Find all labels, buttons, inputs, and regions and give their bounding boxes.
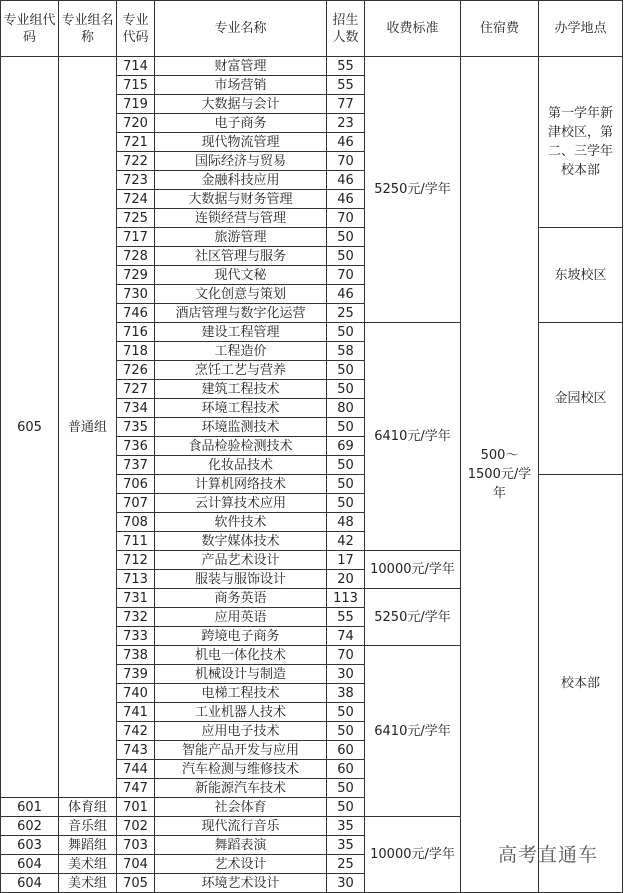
enrollment-cell: 17 bbox=[327, 551, 365, 570]
location-cell: 第一学年新津校区，第二、三学年校本部 bbox=[539, 57, 623, 228]
major-name-cell: 现代物流管理 bbox=[155, 133, 327, 152]
major-name-cell: 计算机网络技术 bbox=[155, 475, 327, 494]
tuition-cell: 6410元/学年 bbox=[365, 323, 461, 551]
enrollment-cell: 50 bbox=[327, 323, 365, 342]
major-code-cell: 727 bbox=[117, 380, 155, 399]
major-code-cell: 738 bbox=[117, 646, 155, 665]
major-code-cell: 747 bbox=[117, 779, 155, 798]
group-name-cell: 体育组 bbox=[59, 798, 117, 817]
enrollment-cell: 58 bbox=[327, 342, 365, 361]
location-cell: 校本部 bbox=[539, 475, 623, 893]
major-name-cell: 工程造价 bbox=[155, 342, 327, 361]
enrollment-cell: 46 bbox=[327, 133, 365, 152]
group-name-cell: 普通组 bbox=[59, 57, 117, 798]
enrollment-cell: 50 bbox=[327, 494, 365, 513]
major-code-cell: 715 bbox=[117, 76, 155, 95]
major-name-cell: 现代文秘 bbox=[155, 266, 327, 285]
major-name-cell: 环境工程技术 bbox=[155, 399, 327, 418]
major-name-cell: 建筑工程技术 bbox=[155, 380, 327, 399]
major-name-cell: 食品检验检测技术 bbox=[155, 437, 327, 456]
major-code-cell: 703 bbox=[117, 836, 155, 855]
major-name-cell: 数字媒体技术 bbox=[155, 532, 327, 551]
major-code-cell: 722 bbox=[117, 152, 155, 171]
enrollment-cell: 30 bbox=[327, 665, 365, 684]
tuition-cell: 5250元/学年 bbox=[365, 589, 461, 646]
major-name-cell: 智能产品开发与应用 bbox=[155, 741, 327, 760]
header-tuition: 收费标准 bbox=[365, 1, 461, 57]
major-code-cell: 704 bbox=[117, 855, 155, 874]
group-code-cell: 602 bbox=[1, 817, 59, 836]
enrollment-cell: 55 bbox=[327, 57, 365, 76]
enrollment-cell: 46 bbox=[327, 285, 365, 304]
major-name-cell: 电子商务 bbox=[155, 114, 327, 133]
enrollment-cell: 77 bbox=[327, 95, 365, 114]
major-code-cell: 705 bbox=[117, 874, 155, 893]
enrollment-cell: 25 bbox=[327, 304, 365, 323]
enrollment-cell: 50 bbox=[327, 779, 365, 798]
enrollment-cell: 60 bbox=[327, 741, 365, 760]
enrollment-cell: 60 bbox=[327, 760, 365, 779]
major-name-cell: 建设工程管理 bbox=[155, 323, 327, 342]
tuition-cell: 10000元/学年 bbox=[365, 817, 461, 893]
major-name-cell: 跨境电子商务 bbox=[155, 627, 327, 646]
enrollment-cell: 35 bbox=[327, 817, 365, 836]
major-name-cell: 舞蹈表演 bbox=[155, 836, 327, 855]
major-name-cell: 社会体育 bbox=[155, 798, 327, 817]
enrollment-cell: 23 bbox=[327, 114, 365, 133]
group-name-cell: 美术组 bbox=[59, 874, 117, 893]
major-name-cell: 国际经济与贸易 bbox=[155, 152, 327, 171]
major-code-cell: 741 bbox=[117, 703, 155, 722]
header-group-name: 专业组名称 bbox=[59, 1, 117, 57]
table-header bbox=[1, 1, 623, 57]
major-name-cell: 机械设计与制造 bbox=[155, 665, 327, 684]
major-code-cell: 733 bbox=[117, 627, 155, 646]
enrollment-cell: 50 bbox=[327, 228, 365, 247]
enrollment-cell: 30 bbox=[327, 874, 365, 893]
major-code-cell: 701 bbox=[117, 798, 155, 817]
major-code-cell: 746 bbox=[117, 304, 155, 323]
enrollment-cell: 70 bbox=[327, 209, 365, 228]
header-group-code: 专业组代码 bbox=[1, 1, 59, 57]
major-name-cell: 市场营销 bbox=[155, 76, 327, 95]
major-name-cell: 艺术设计 bbox=[155, 855, 327, 874]
enrollment-cell: 42 bbox=[327, 532, 365, 551]
location-cell: 东坡校区 bbox=[539, 228, 623, 323]
major-name-cell: 应用电子技术 bbox=[155, 722, 327, 741]
major-name-cell: 应用英语 bbox=[155, 608, 327, 627]
major-name-cell: 旅游管理 bbox=[155, 228, 327, 247]
enrollment-cell: 50 bbox=[327, 247, 365, 266]
major-code-cell: 732 bbox=[117, 608, 155, 627]
enrollment-cell: 35 bbox=[327, 836, 365, 855]
major-name-cell: 商务英语 bbox=[155, 589, 327, 608]
enrollment-cell: 70 bbox=[327, 266, 365, 285]
major-code-cell: 740 bbox=[117, 684, 155, 703]
major-name-cell: 环境艺术设计 bbox=[155, 874, 327, 893]
table-row bbox=[1, 57, 623, 76]
enrollment-cell: 50 bbox=[327, 475, 365, 494]
major-code-cell: 735 bbox=[117, 418, 155, 437]
enrollment-cell: 48 bbox=[327, 513, 365, 532]
enrollment-cell: 55 bbox=[327, 76, 365, 95]
major-code-cell: 724 bbox=[117, 190, 155, 209]
major-code-cell: 729 bbox=[117, 266, 155, 285]
major-name-cell: 酒店管理与数字化运营 bbox=[155, 304, 327, 323]
group-code-cell: 601 bbox=[1, 798, 59, 817]
major-name-cell: 化妆品技术 bbox=[155, 456, 327, 475]
major-code-cell: 717 bbox=[117, 228, 155, 247]
major-code-cell: 728 bbox=[117, 247, 155, 266]
major-name-cell: 新能源汽车技术 bbox=[155, 779, 327, 798]
enrollment-cell: 55 bbox=[327, 608, 365, 627]
enrollment-cell: 50 bbox=[327, 456, 365, 475]
group-code-cell: 604 bbox=[1, 855, 59, 874]
location-cell: 金园校区 bbox=[539, 323, 623, 475]
major-code-cell: 716 bbox=[117, 323, 155, 342]
major-code-cell: 726 bbox=[117, 361, 155, 380]
header-major-code: 专业代码 bbox=[117, 1, 155, 57]
major-name-cell: 机电一体化技术 bbox=[155, 646, 327, 665]
major-code-cell: 706 bbox=[117, 475, 155, 494]
tuition-cell: 10000元/学年 bbox=[365, 551, 461, 589]
group-name-cell: 音乐组 bbox=[59, 817, 117, 836]
major-code-cell: 743 bbox=[117, 741, 155, 760]
group-name-cell: 舞蹈组 bbox=[59, 836, 117, 855]
major-code-cell: 707 bbox=[117, 494, 155, 513]
major-name-cell: 现代流行音乐 bbox=[155, 817, 327, 836]
major-name-cell: 财富管理 bbox=[155, 57, 327, 76]
major-code-cell: 731 bbox=[117, 589, 155, 608]
major-code-cell: 702 bbox=[117, 817, 155, 836]
header-lodging: 住宿费 bbox=[461, 1, 539, 57]
major-name-cell: 电梯工程技术 bbox=[155, 684, 327, 703]
major-name-cell: 连锁经营与管理 bbox=[155, 209, 327, 228]
major-name-cell: 金融科技应用 bbox=[155, 171, 327, 190]
major-name-cell: 云计算技术应用 bbox=[155, 494, 327, 513]
major-code-cell: 734 bbox=[117, 399, 155, 418]
table-body bbox=[1, 57, 623, 893]
enrollment-cell: 70 bbox=[327, 646, 365, 665]
major-name-cell: 烹饪工艺与营养 bbox=[155, 361, 327, 380]
major-name-cell: 软件技术 bbox=[155, 513, 327, 532]
major-code-cell: 718 bbox=[117, 342, 155, 361]
major-code-cell: 723 bbox=[117, 171, 155, 190]
major-code-cell: 714 bbox=[117, 57, 155, 76]
major-code-cell: 721 bbox=[117, 133, 155, 152]
major-name-cell: 文化创意与策划 bbox=[155, 285, 327, 304]
lodging-cell: 500～1500元/学年 bbox=[461, 57, 539, 893]
major-code-cell: 737 bbox=[117, 456, 155, 475]
enrollment-cell: 69 bbox=[327, 437, 365, 456]
major-code-cell: 720 bbox=[117, 114, 155, 133]
major-name-cell: 社区管理与服务 bbox=[155, 247, 327, 266]
enrollment-cell: 25 bbox=[327, 855, 365, 874]
major-name-cell: 服装与服饰设计 bbox=[155, 570, 327, 589]
enrollment-cell: 50 bbox=[327, 722, 365, 741]
enrollment-cell: 50 bbox=[327, 703, 365, 722]
major-code-cell: 708 bbox=[117, 513, 155, 532]
enrollment-cell: 46 bbox=[327, 190, 365, 209]
enrollment-cell: 50 bbox=[327, 418, 365, 437]
header-location: 办学地点 bbox=[539, 1, 623, 57]
major-code-cell: 713 bbox=[117, 570, 155, 589]
major-name-cell: 工业机器人技术 bbox=[155, 703, 327, 722]
header-major-name: 专业名称 bbox=[155, 1, 327, 57]
major-code-cell: 725 bbox=[117, 209, 155, 228]
watermark: 高考直通车 bbox=[497, 844, 598, 866]
major-name-cell: 大数据与财务管理 bbox=[155, 190, 327, 209]
enrollment-cell: 70 bbox=[327, 152, 365, 171]
major-code-cell: 742 bbox=[117, 722, 155, 741]
major-name-cell: 环境监测技术 bbox=[155, 418, 327, 437]
major-code-cell: 730 bbox=[117, 285, 155, 304]
enrollment-cell: 74 bbox=[327, 627, 365, 646]
tuition-cell: 6410元/学年 bbox=[365, 646, 461, 817]
enrollment-cell: 113 bbox=[327, 589, 365, 608]
major-code-cell: 736 bbox=[117, 437, 155, 456]
enrollment-cell: 80 bbox=[327, 399, 365, 418]
group-code-cell: 604 bbox=[1, 874, 59, 893]
enrollment-cell: 20 bbox=[327, 570, 365, 589]
enrollment-cell: 50 bbox=[327, 380, 365, 399]
major-name-cell: 产品艺术设计 bbox=[155, 551, 327, 570]
enrollment-cell: 38 bbox=[327, 684, 365, 703]
enrollment-cell: 50 bbox=[327, 798, 365, 817]
major-code-cell: 712 bbox=[117, 551, 155, 570]
major-code-cell: 744 bbox=[117, 760, 155, 779]
group-code-cell: 605 bbox=[1, 57, 59, 798]
enrollment-cell: 46 bbox=[327, 171, 365, 190]
group-code-cell: 603 bbox=[1, 836, 59, 855]
major-code-cell: 711 bbox=[117, 532, 155, 551]
major-name-cell: 汽车检测与维修技术 bbox=[155, 760, 327, 779]
enrollment-cell: 50 bbox=[327, 361, 365, 380]
major-code-cell: 719 bbox=[117, 95, 155, 114]
group-name-cell: 美术组 bbox=[59, 855, 117, 874]
major-name-cell: 大数据与会计 bbox=[155, 95, 327, 114]
header-enrollment: 招生人数 bbox=[327, 1, 365, 57]
major-code-cell: 739 bbox=[117, 665, 155, 684]
tuition-cell: 5250元/学年 bbox=[365, 57, 461, 323]
